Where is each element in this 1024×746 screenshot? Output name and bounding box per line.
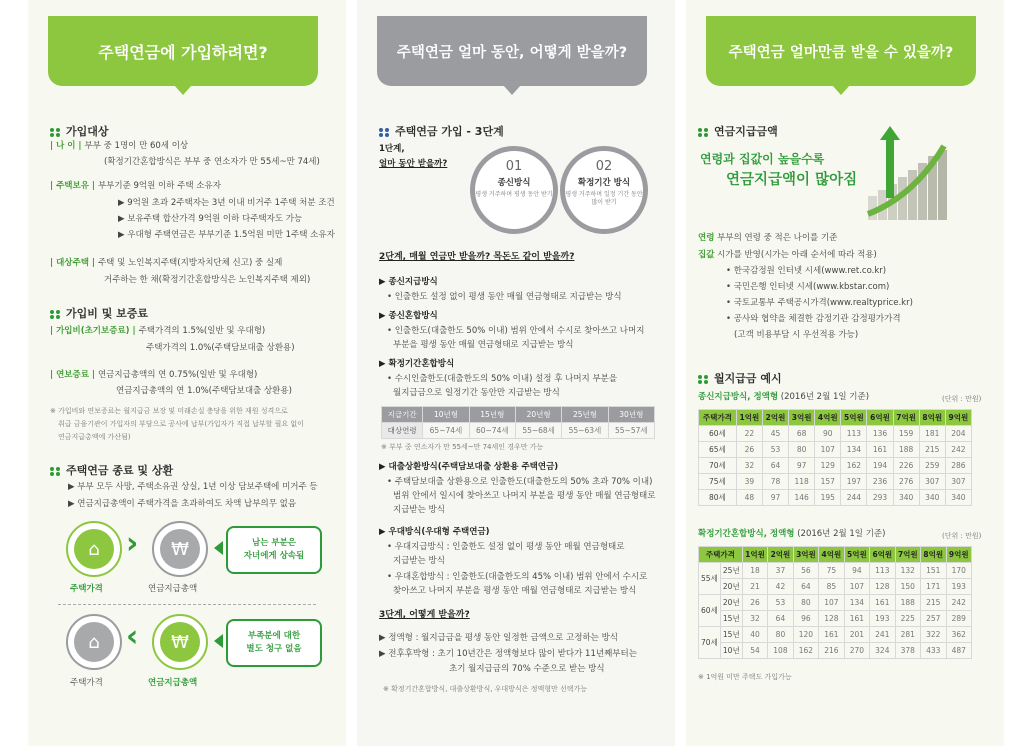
fee-note-3: 연금지급총액에 가산됨) [58, 433, 131, 441]
table-row: 15년 32 64 96 128 161 193 225 257 289 [699, 611, 972, 627]
method-4-desc-2: 범위 안에서 일시에 찾아쓰고 나머지 부분을 평생 동안 매월 연금형태로 [393, 491, 656, 501]
label-price-basis: 집값 [698, 250, 715, 260]
caption-pension-total-1: 연금지급총액 [148, 584, 198, 594]
label-ownership: 주택보유 [56, 181, 89, 191]
text-age: 부부 중 1명이 만 60세 이상 [84, 141, 189, 151]
text-price-basis: 시가를 반영(시가는 아래 순서에 따라 적용) [717, 250, 877, 260]
money-bag-icon: ₩ [160, 622, 200, 662]
table-row: 20년 21 42 64 85 107 128 150 171 193 [699, 579, 972, 595]
step1-question: 얼마 동안 받을까? [379, 159, 448, 169]
step1-label: 1단계, [379, 144, 405, 154]
method-5-desc-3: • 우대혼합방식 : 인출한도(대출한도의 45% 이내) 범위 안에서 수시로 [387, 572, 648, 582]
house-icon: ⌂ [74, 622, 114, 662]
form-fixed: ▶ 정액형 : 월지급금을 평생 동안 일정한 금액으로 고정하는 방식 [379, 633, 618, 643]
method-1-desc: • 인출한도 설정 없이 평생 동안 매월 연금형태로 지급받는 방식 [387, 292, 622, 302]
termination-bullet-1: ▶ 부부 모두 사망, 주택소유권 상실, 1년 이상 담보주택에 미거주 등 [68, 482, 318, 492]
ownership-bullet-1: ▶ 9억원 초과 2주택자는 3년 이내 비거주 1주택 처분 조건 [118, 198, 335, 208]
banner-eligibility [48, 16, 318, 86]
table-row: 70세 32 64 97 129 162 194 226 259 286 [699, 458, 972, 474]
table2-title: 확정기간혼합방식, 정액형 [698, 529, 795, 539]
ownership-bullet-3: ▶ 우대형 주택연금은 부부기준 1.5억원 미만 1주택 소유자 [118, 230, 335, 240]
text-annual-1: 연금지급총액의 연 0.75%(일반 및 우대형) [97, 370, 258, 380]
text-house-1: 주택 및 노인복지주택(지방자치단체 신고) 중 실제 [97, 258, 283, 268]
chevron-right-icon: › [126, 526, 139, 561]
method-5-desc-1: • 우대지급방식 : 인출한도 설정 없이 평생 동안 매월 연금형태로 [387, 542, 625, 552]
text-fee-1: 주택가격의 1.5%(일반 및 우대형) [138, 326, 266, 336]
table-row: 10년 54 108 162 216 270 324 378 433 487 [699, 643, 972, 659]
section-title-termination: 주택연금 종료 및 상환 [50, 462, 173, 478]
table1-date: (2016년 2월 1일 기준) [780, 392, 870, 402]
method-4-title: ▶ 대출상환방식(주택담보대출 상환용 주택연금) [379, 462, 559, 472]
method-3-title: ▶ 확정기간혼합방식 [379, 359, 455, 369]
form-note: ※ 확정기간혼합방식, 대출상환방식, 우대방식은 정액형만 선택가능 [383, 685, 588, 693]
table-note: ※ 부부 중 연소자가 만 55세~만 74세인 경우만 가능 [381, 443, 544, 451]
section-title-fees: 가입비 및 보증료 [50, 305, 148, 321]
text-fee-2: 주택가격의 1.0%(주택담보대출 상환용) [146, 343, 295, 353]
divider [58, 604, 316, 605]
text-age-note: (확정기간혼합방식은 부부 중 연소자가 만 55세~만 74세) [104, 157, 320, 167]
text-age-basis: 부부의 연령 중 적은 나이를 기준 [717, 233, 838, 243]
table1-unit: (단위 : 만원) [942, 395, 982, 403]
method-5-desc-4: 찾아쓰고 나머지 부분을 평생 동안 매월 연금형태로 지급받는 방식 [393, 586, 637, 596]
table-row: 75세 39 78 118 157 197 236 276 307 307 [699, 474, 972, 490]
pension-total-circle [152, 521, 208, 577]
method-4-desc-1: • 주택담보대출 상환용으로 인출한도(대출한도의 50% 초과 70% 이내) [387, 477, 653, 487]
banner-duration [377, 16, 647, 86]
section-title-examples: 월지급금 예시 [698, 370, 782, 386]
callout-inherit: 남는 부분은 자녀에게 상속됨 [226, 526, 322, 574]
label-initial-fee: 가입비(초기보증료) [56, 326, 130, 336]
method-4-desc-3: 지급받는 방식 [393, 505, 445, 515]
panel-duration [357, 0, 675, 746]
fee-note-1: ※ 가입비와 연보증료는 월지급금 보장 및 미래손실 충당을 위한 재원 성격으로 [50, 407, 288, 415]
section-title-eligibility: 가입대상 [50, 123, 109, 139]
section-title-3steps: 주택연금 가입 - 3단계 [379, 123, 504, 139]
table2-unit: (단위 : 만원) [942, 532, 982, 540]
method-1-title: ▶ 종신지급방식 [379, 277, 438, 287]
price-source-4: • 공사와 협약을 체결한 감정기관 감정평가가격 [726, 314, 901, 324]
slogan-line-1: 연령과 집값이 높을수록 [700, 152, 825, 166]
callout-no-claim: 부족분에 대한 별도 청구 없음 [226, 619, 322, 667]
form-front-loaded-1: ▶ 전후후박형 : 초기 10년간은 정액형보다 많이 받다가 11년째부터는 [379, 649, 637, 659]
slogan-line-2: 연금지급액이 많아짐 [726, 172, 858, 188]
method-3-desc-1: • 수시인출한도(대출한도의 50% 이내) 설정 후 나머지 부분을 [387, 374, 618, 384]
form-front-loaded-2: 초기 월지급금의 70% 수준으로 받는 방식 [449, 664, 605, 674]
price-source-1: • 한국감정원 인터넷 시세(www.ret.co.kr) [726, 266, 887, 276]
table1-title: 종신지급방식, 정액형 [698, 392, 779, 402]
house-price-circle-2 [66, 614, 122, 670]
method-2-title: ▶ 종신혼합방식 [379, 311, 438, 321]
termination-bullet-2: ▶ 연금지급총액이 주택가격을 초과하여도 차액 납부의무 없음 [68, 499, 297, 509]
table2-note: ※ 1억원 미만 주택도 가입가능 [698, 673, 792, 681]
fee-note-2: 취급 금융기관이 가입자의 부담으로 공사에 납부(가입자가 직접 납부할 필요 없이 [58, 420, 304, 428]
table-row: 80세 48 97 146 195 244 293 340 340 340 [699, 490, 972, 506]
fixed-term-payment-table [698, 546, 972, 659]
house-icon: ⌂ [74, 529, 114, 569]
table-header-row: 주택가격 1억원 2억원 3억원 4억원 5억원 6억원 7억원 8억원 9억원 [699, 547, 972, 563]
table-row: 70세 15년 40 80 120 161 201 241 281 322 362 [699, 627, 972, 643]
method-3-desc-2: 월지급금으로 일정기간 동안만 지급받는 방식 [393, 388, 560, 398]
fixed-term-table [381, 406, 655, 439]
section-title-amount: 연금지급금액 [698, 123, 778, 139]
step3-question: 3단계, 어떻게 받을까? [379, 610, 470, 620]
step2-question: 2단계, 매월 연금만 받을까? 목돈도 같이 받을까? [379, 252, 575, 262]
price-source-2: • 국민은행 인터넷 시세(www.kbstar.com) [726, 282, 890, 292]
arrow-left-icon [214, 541, 223, 555]
chevron-left-icon: ‹ [126, 619, 139, 654]
text-ownership: 부부기준 9억원 이하 주택 소유자 [97, 181, 221, 191]
pension-total-circle-2 [152, 614, 208, 670]
caption-house-price-1: 주택가격 [70, 584, 103, 594]
panel-eligibility: 주택연금에 가입하려면? 가입대상 | 나 이 | 부부 중 1명이 만 60세 이상 (확정기간혼합방식은 부부 중 연소자가 만 55세~만 74세) | 주택보유 | 부부기준 9억원 이하 주택 소유자 ▶ 9억원 초과 2주택자는 3년 이내 비거주 1주택 처분 조건 ▶ 보유주택 합산가격 9억원 이하 다주택자도 가능 ▶ 우대형 주택연금은 부부기준 1.5억원 미만 1주택 소유자 | 대상주택 | 주택 및 노인복지주택(지방자치단체 신고) 중 실제 거주하는 한 채(확정기간혼합방식은 노인복지주택 제외) 가입비 및 보증료 | 가입비(초기보증료) | 주택가격의 1.5%(일반 및 우대형) 주택가격의 1.0%(주택담보대출 상환용) | 연보증료 | 연금지급총액의 연 0.75%(일반 및 우대형) 연금지급총액의 연 1.0%(주택담보대출 상환용) ※ 가입비와 연보증료는 월지급금 보장 및 미래손실 충당을 위한 재원 성격으로 취급 금융기관이 가입자의 부담으로 공사에 납부(가입자가 직접 납부할 필요 없이 연금지급총액에 가산됨) 주택연금 종료 및 상환 ▶ 부부 모두 사망, 주택소유권 상실, 1년 이상 담보주택에 미거주 등 ▶ 연금지급총액이 주택가격을 초과하여도 차액 납부의무 없음 ⌂ › ₩ 남는 부분은 자녀에게 상속됨 주택가격 연금지급총액 ⌂ ‹ ₩ 부족분에 대한 별도 청구 없음 주택가격 연금지급총액 [28, 0, 346, 746]
label-age-basis: 연령 [698, 233, 715, 243]
banner-title: 주택연금 얼마 동안, 어떻게 받을까? [396, 44, 628, 61]
price-source-5: (고객 비용부담 시 우선적용 가능) [734, 330, 859, 340]
table-row: 60세 22 45 68 90 113 136 159 181 204 [699, 426, 972, 442]
caption-pension-total-2: 연금지급총액 [148, 678, 198, 688]
option-fixed-term: 02 확정기간 방식 평생 거주하며 일정 기간 동안 많이 받기 [560, 146, 648, 234]
text-house-2: 거주하는 한 채(확정기간혼합방식은 노인복지주택 제외) [104, 275, 311, 285]
method-5-title: ▶ 우대방식(우대형 주택연금) [379, 527, 490, 537]
table-header-row: 주택가격 1억원 2억원 3억원 4억원 5억원 6억원 7억원 8억원 9억원 [699, 410, 972, 426]
method-5-desc-2: 지급받는 방식 [393, 556, 445, 566]
lifetime-payment-table [698, 409, 972, 506]
table-row: 대상연령 65~74세 60~74세 55~68세 55~63세 55~57세 [382, 423, 655, 439]
table-row: 65세 26 53 80 107 134 161 188 215 242 [699, 442, 972, 458]
table-row: 55세 25년 18 37 56 75 94 113 132 151 170 [699, 563, 972, 579]
table-row: 60세 20년 26 53 80 107 134 161 188 215 242 [699, 595, 972, 611]
table-header-row: 지급기간 10년형 15년형 20년형 25년형 30년형 [382, 407, 655, 423]
rising-bars-graphic [864, 126, 968, 224]
label-house: 대상주택 [56, 258, 89, 268]
banner-title: 주택연금에 가입하려면? [98, 42, 268, 62]
money-bag-icon: ₩ [160, 529, 200, 569]
banner-title: 주택연금 얼마만큼 받을 수 있을까? [728, 44, 954, 61]
arrow-left-icon [214, 634, 223, 648]
house-price-circle [66, 521, 122, 577]
price-source-3: • 국토교통부 주택공시가격(www.realtyprice.kr) [726, 298, 913, 308]
ownership-bullet-2: ▶ 보유주택 합산가격 9억원 이하 다주택자도 가능 [118, 214, 303, 224]
table2-date: (2016년 2월 1일 기준) [797, 529, 886, 539]
caption-house-price-2: 주택가격 [70, 678, 103, 688]
panel-amount [686, 0, 1004, 746]
method-2-desc-2: 부분을 평생 동안 매월 연금형태로 지급받는 방식 [393, 340, 574, 350]
text-annual-2: 연금지급총액의 연 1.0%(주택담보대출 상환용) [116, 386, 292, 396]
banner-amount [706, 16, 976, 86]
label-age: 나 이 [56, 141, 76, 151]
label-annual-fee: 연보증료 [56, 370, 89, 380]
method-2-desc-1: • 인출한도(대출한도 50% 이내) 범위 안에서 수시로 찾아쓰고 나머지 [387, 326, 645, 336]
option-lifetime: 01 종신방식 평생 거주하며 평생 동안 받기 [470, 146, 558, 234]
